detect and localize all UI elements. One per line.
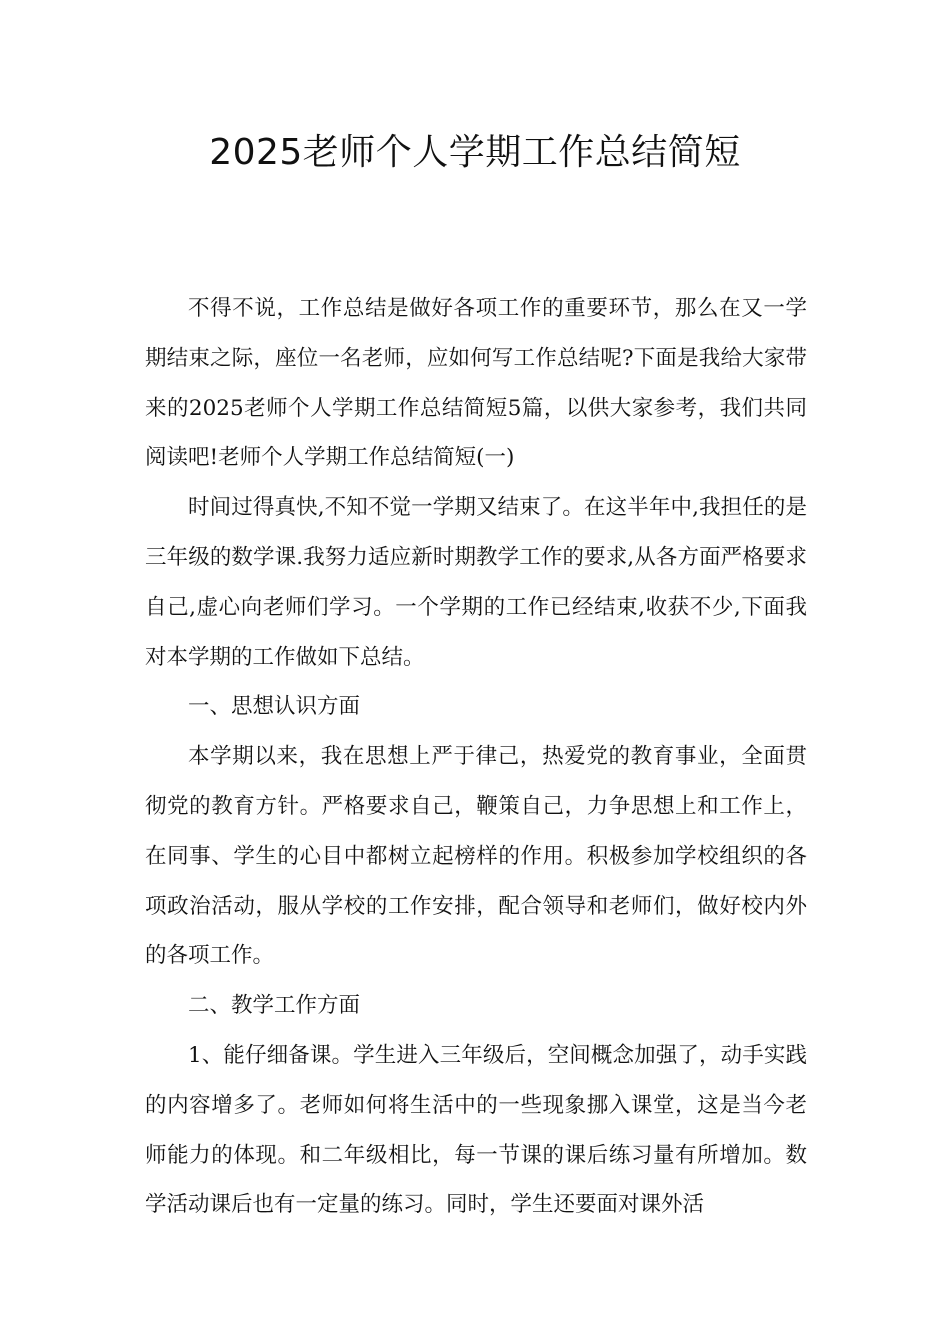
section-heading-ideology: 一、思想认识方面 bbox=[188, 694, 361, 720]
section-heading-teaching: 二、教学工作方面 bbox=[188, 993, 361, 1019]
document-title: 2025老师个人学期工作总结简短 bbox=[209, 132, 741, 173]
teaching-paragraph: 1、能仔细备课。学生进入三年级后，空间概念加强了，动手实践的内容增多了。老师如何将生活中的一些现象挪入课堂，这是当今老师能力的体现。和二年级相比，每一节课的课后练习量有所增加。数学活动课后也有一定量的练习。同时，学生还要面对课外活 bbox=[145, 1042, 807, 1218]
document-body bbox=[145, 284, 807, 1230]
ideology-paragraph: 本学期以来，我在思想上严于律己，热爱党的教育事业，全面贯彻党的教育方针。严格要求自己，鞭策自己，力争思想上和工作上，在同事、学生的心目中都树立起榜样的作用。积极参加学校组织的各项政治活动，服从学校的工作安排，配合领导和老师们，做好校内外的各项工作。 bbox=[145, 744, 807, 969]
summary-paragraph: 时间过得真快,不知不觉一学期又结束了。在这半年中,我担任的是三年级的数学课.我努力适应新时期教学工作的要求,从各方面严格要求自己,虚心向老师们学习。一个学期的工作已经结束,收获不少,下面我对本学期的工作做如下总结。 bbox=[145, 495, 807, 670]
intro-paragraph: 不得不说，工作总结是做好各项工作的重要环节，那么在又一学期结束之际，座位一名老师，应如何写工作总结呢?下面是我给大家带来的2025老师个人学期工作总结简短5篇，以供大家参考，我们共同阅读吧!老师个人学期工作总结简短(一) bbox=[145, 296, 807, 471]
